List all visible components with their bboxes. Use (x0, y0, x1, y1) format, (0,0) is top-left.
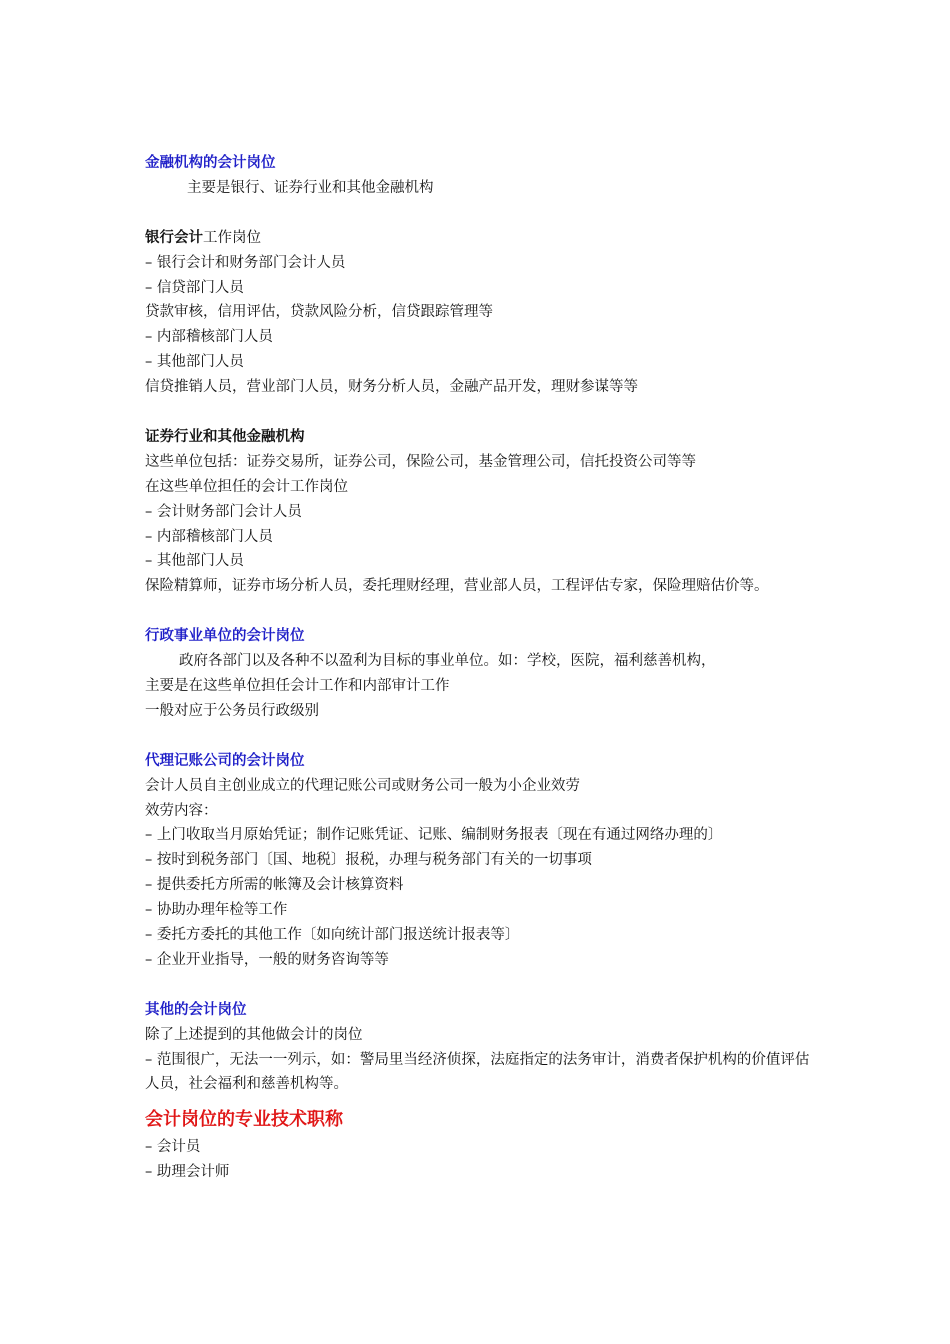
securities-line: – 内部稽核部门人员 (145, 528, 273, 545)
agency-line: – 提供委托方所需的帐簿及会计核算资料 (145, 877, 404, 894)
document-content (145, 151, 815, 1185)
securities-line: – 会计财务部门会计人员 (145, 503, 302, 520)
bank-line: – 其他部门人员 (145, 354, 244, 371)
titles-line: – 助理会计师 (145, 1164, 230, 1181)
heading-other-positions: 其他的会计岗位 (145, 1001, 247, 1018)
agency-line: 效劳内容： (145, 802, 218, 819)
bank-line: – 内部稽核部门人员 (145, 329, 273, 346)
securities-paragraph: 保险精算师，证券市场分析人员，委托理财经理，营业部人员，工程评估专家，保险理赔估价等。 (145, 578, 769, 595)
spacer (145, 973, 815, 998)
agency-line: 会计人员自主创业成立的代理记账公司或财务公司一般为小企业效劳 (145, 777, 580, 794)
agency-line: – 协助办理年检等工作 (145, 902, 288, 919)
securities-line: 这些单位包括：证券交易所，证券公司，保险公司，基金管理公司，信托投资公司等等 (145, 453, 696, 470)
admin-line: 主要是在这些单位担任会计工作和内部审计工作 (145, 677, 450, 694)
heading-bank-rest: 工作岗位 (203, 229, 261, 246)
bank-line: 信贷推销人员，营业部门人员，财务分析人员，金融产品开发，理财参谋等等 (145, 379, 638, 396)
other-paragraph: – 范围很广，无法一一列示，如：警局里当经济侦探，法庭指定的法务审计，消费者保护机构的价值评估人员，社会福利和慈善机构等。 (145, 1051, 810, 1093)
admin-intro: 政府各部门以及各种不以盈利为目标的事业单位。如：学校，医院，福利慈善机构， (179, 653, 716, 670)
financial-intro: 主要是银行、证券行业和其他金融机构 (187, 179, 434, 196)
spacer (145, 201, 815, 226)
other-line: 除了上述提到的其他做会计的岗位 (145, 1026, 363, 1043)
agency-line: – 企业开业指导，一般的财务咨询等等 (145, 951, 389, 968)
bank-line: – 信贷部门人员 (145, 279, 244, 296)
agency-line: – 上门收取当月原始凭证；制作记账凭证、记账、编制财务报表〔现在有通过网络办理的〕 (145, 827, 723, 844)
heading-agency-bookkeeping: 代理记账公司的会计岗位 (145, 752, 305, 769)
spacer (145, 724, 815, 749)
spacer (145, 599, 815, 624)
spacer (145, 400, 815, 425)
heading-professional-titles: 会计岗位的专业技术职称 (145, 1109, 343, 1131)
admin-line: 一般对应于公务员行政级别 (145, 702, 319, 719)
heading-securities: 证券行业和其他金融机构 (145, 428, 305, 445)
heading-admin-units: 行政事业单位的会计岗位 (145, 628, 305, 645)
heading-financial-institutions: 金融机构的会计岗位 (145, 155, 276, 171)
securities-line: – 其他部门人员 (145, 553, 244, 570)
agency-line: – 按时到税务部门〔国、地税〕报税，办理与税务部门有关的一切事项 (145, 852, 592, 869)
bank-line: – 银行会计和财务部门会计人员 (145, 254, 346, 271)
securities-line: 在这些单位担任的会计工作岗位 (145, 478, 348, 495)
bank-line: 贷款审核，信用评估，贷款风险分析，信贷跟踪管理等 (145, 304, 493, 321)
agency-line: – 委托方委托的其他工作〔如向统计部门报送统计报表等〕 (145, 927, 520, 944)
heading-bank-bold: 银行会计 (145, 229, 203, 246)
titles-line: – 会计员 (145, 1139, 201, 1156)
heading-bank (145, 226, 815, 251)
